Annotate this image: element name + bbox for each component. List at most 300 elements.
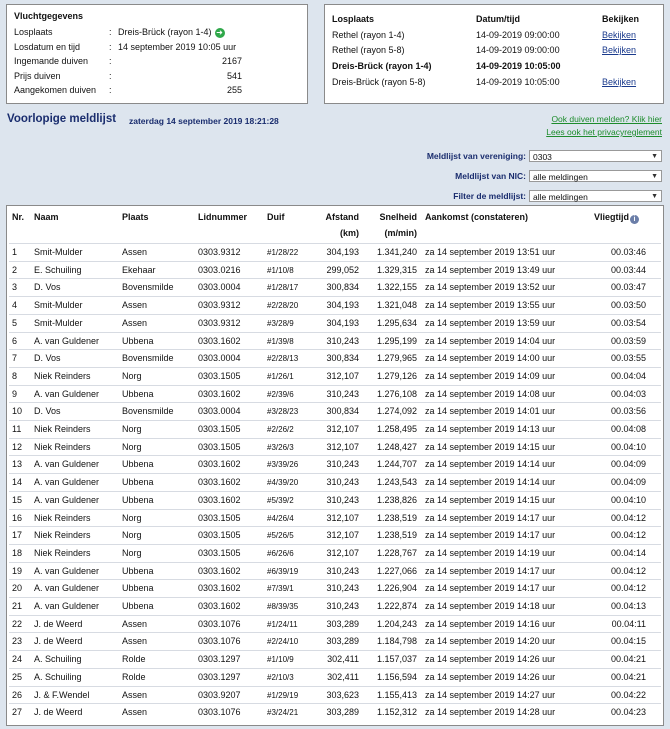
cell-place: Assen — [122, 317, 148, 328]
cell-speed: 1.295,199 — [376, 335, 417, 346]
cell-place: Ubbena — [122, 601, 154, 611]
table-row — [9, 509, 661, 528]
cell-place: Assen — [122, 689, 148, 700]
flight-value-wrap — [118, 26, 225, 39]
view-link[interactable]: Bekijken — [602, 77, 637, 87]
cell-place: Norg — [122, 441, 142, 452]
release-datetime: 14-09-2019 09:00:00 — [476, 30, 560, 40]
cell-speed: 1.321,048 — [376, 300, 417, 311]
header-distance-unit: (km) — [339, 228, 359, 238]
cell-name: A. Schuiling — [34, 671, 82, 682]
cell-speed: 1.244,707 — [376, 459, 417, 470]
cell-name: Smit-Mulder — [34, 247, 83, 257]
cell-arrival: za 14 september 2019 14:17 uur — [425, 530, 556, 541]
release-place: Dreis-Brück (rayon 1-4) — [332, 61, 432, 71]
filter-label: Meldlijst van NIC: — [455, 171, 526, 181]
cell-arrival: za 14 september 2019 14:28 uur — [425, 707, 556, 718]
cell-place: Ubbena — [122, 388, 154, 399]
privacy-link[interactable]: Lees ook het privacyreglement — [546, 127, 662, 137]
cell-flighttime: 00.04:10 — [610, 494, 646, 505]
cell-member: 0303.1505 — [198, 512, 241, 523]
cell-speed: 1.258,495 — [376, 424, 417, 434]
nic-select[interactable] — [529, 170, 662, 182]
cell-name: Niek Reinders — [34, 370, 91, 381]
table-row — [9, 650, 661, 669]
colon: : — [109, 27, 112, 37]
header-name: Naam — [34, 212, 59, 222]
cell-member: 0303.1602 — [198, 388, 241, 399]
table-row — [9, 668, 661, 687]
cell-nr: 19 — [12, 565, 23, 576]
cell-arrival: za 14 september 2019 14:18 uur — [425, 601, 556, 611]
cell-member: 0303.1297 — [198, 654, 241, 665]
cell-pigeon: #5/26/5 — [267, 531, 294, 541]
release-places-panel — [324, 4, 664, 104]
club-select[interactable] — [529, 150, 662, 162]
table-row — [9, 385, 661, 404]
cell-place: Rolde — [122, 671, 146, 682]
cell-speed: 1.238,826 — [376, 494, 417, 505]
cell-nr: 9 — [12, 388, 18, 399]
cell-member: 0303.1602 — [198, 459, 241, 470]
cell-member: 0303.1297 — [198, 671, 241, 682]
colon: : — [109, 42, 112, 52]
cell-member: 0303.1602 — [198, 565, 241, 576]
cell-arrival: za 14 september 2019 14:20 uur — [425, 636, 556, 647]
cell-nr: 7 — [12, 353, 18, 364]
cell-flighttime: 00.04:10 — [610, 441, 646, 452]
cell-arrival: za 14 september 2019 14:16 uur — [425, 618, 556, 629]
flight-label: Losplaats — [14, 27, 53, 37]
cell-arrival: za 14 september 2019 14:17 uur — [425, 565, 556, 576]
cell-arrival: za 14 september 2019 14:13 uur — [425, 424, 556, 434]
cell-pigeon: #3/24/21 — [267, 708, 299, 718]
table-row — [9, 597, 661, 616]
cell-speed: 1.204,243 — [376, 618, 417, 629]
view-link[interactable]: Bekijken — [602, 45, 637, 55]
select-value: alle meldingen — [533, 172, 588, 182]
cell-arrival: za 14 september 2019 14:26 uur — [425, 654, 556, 665]
cell-nr: 22 — [12, 618, 23, 629]
cell-nr: 13 — [12, 459, 23, 470]
table-row — [9, 349, 661, 368]
cell-name: A. van Guldener — [34, 583, 100, 594]
cell-place: Bovensmilde — [122, 406, 174, 417]
go-arrow-icon[interactable]: ➜ — [216, 27, 223, 37]
header-arrival: Aankomst (constateren) — [425, 212, 529, 222]
cell-speed: 1.156,594 — [376, 671, 417, 682]
cell-speed: 1.341,240 — [376, 247, 417, 257]
release-datetime: 14-09-2019 09:00:00 — [476, 45, 560, 55]
header-place: Plaats — [122, 212, 149, 222]
cell-pigeon: #1/28/22 — [267, 248, 299, 257]
table-row — [9, 367, 661, 386]
cell-nr: 16 — [12, 512, 23, 523]
cell-arrival: za 14 september 2019 13:52 uur — [425, 282, 556, 293]
cell-distance: 303,289 — [326, 707, 359, 718]
cell-place: Ubbena — [122, 583, 154, 594]
cell-flighttime: 00.04:12 — [610, 512, 646, 523]
cell-distance: 312,107 — [326, 530, 359, 541]
colon: : — [109, 56, 112, 66]
cell-speed: 1.295,634 — [376, 317, 417, 328]
cell-name: D. Vos — [34, 353, 61, 364]
cell-place: Assen — [122, 618, 148, 629]
cell-pigeon: #2/39/6 — [267, 389, 294, 399]
cell-place: Ubbena — [122, 565, 154, 576]
cell-speed: 1.322,155 — [376, 282, 417, 293]
cell-nr: 5 — [12, 317, 18, 328]
cell-pigeon: #6/26/6 — [267, 548, 294, 558]
table-row — [9, 332, 661, 351]
cell-name: Niek Reinders — [34, 441, 91, 452]
cell-name: Smit-Mulder — [34, 300, 83, 311]
cell-distance: 312,107 — [326, 424, 359, 434]
chevron-down-icon: ▼ — [651, 173, 658, 180]
cell-distance: 304,193 — [326, 300, 359, 311]
header-pigeon: Duif — [267, 212, 285, 222]
cell-distance: 299,052 — [326, 264, 359, 275]
flight-label: Prijs duiven — [14, 71, 61, 81]
cell-distance: 310,243 — [326, 565, 359, 576]
chevron-down-icon: ▼ — [651, 153, 658, 160]
cell-name: A. van Guldener — [34, 565, 100, 576]
cell-member: 0303.1505 — [198, 547, 241, 558]
cell-arrival: za 14 september 2019 13:49 uur — [425, 264, 556, 275]
cell-pigeon: #1/39/8 — [267, 336, 294, 346]
cell-name: Niek Reinders — [34, 530, 91, 541]
table-row — [9, 438, 661, 457]
cell-name: A. van Guldener — [34, 335, 100, 346]
cell-place: Norg — [122, 547, 142, 558]
cell-speed: 1.157,037 — [376, 654, 417, 665]
cell-member: 0303.1602 — [198, 494, 241, 505]
cell-name: A. van Guldener — [34, 388, 100, 399]
cell-flighttime: 00.04:11 — [611, 618, 646, 629]
cell-arrival: za 14 september 2019 14:04 uur — [425, 335, 556, 346]
cell-flighttime: 00.04:21 — [610, 671, 646, 682]
cell-pigeon: #3/28/9 — [267, 318, 294, 328]
cell-speed: 1.226,904 — [376, 583, 417, 594]
page-title: Voorlopige meldlijst — [7, 113, 117, 125]
cell-place: Ekehaar — [122, 264, 156, 275]
cell-name: A. van Guldener — [34, 477, 100, 488]
cell-name: A. van Guldener — [34, 494, 100, 505]
cell-arrival: za 14 september 2019 13:51 uur — [425, 247, 556, 257]
colon: : — [109, 71, 112, 81]
header-member: Lidnummer — [198, 212, 248, 222]
cell-place: Ubbena — [122, 335, 154, 346]
header-speed: Snelheid — [379, 212, 417, 222]
cell-arrival: za 14 september 2019 14:08 uur — [425, 388, 556, 399]
cell-place: Ubbena — [122, 494, 154, 505]
cell-distance: 310,243 — [326, 477, 359, 488]
cell-speed: 1.329,315 — [376, 264, 417, 275]
cell-place: Rolde — [122, 654, 146, 665]
cell-place: Norg — [122, 424, 142, 434]
cell-pigeon: #3/26/3 — [267, 442, 294, 452]
cell-pigeon: #1/29/19 — [267, 690, 299, 700]
cell-flighttime: 00.04:04 — [610, 370, 646, 381]
cell-arrival: za 14 september 2019 14:14 uur — [425, 477, 556, 488]
cell-speed: 1.274,092 — [376, 406, 417, 417]
colon: : — [109, 85, 112, 95]
cell-distance: 303,623 — [326, 689, 359, 700]
cell-nr: 18 — [12, 547, 23, 558]
cell-pigeon: #3/39/26 — [267, 460, 299, 470]
report-pigeons-link[interactable]: Ook duiven melden? Klik hier — [551, 114, 662, 124]
cell-member: 0303.1505 — [198, 424, 241, 434]
cell-distance: 310,243 — [326, 583, 359, 594]
cell-speed: 1.152,312 — [376, 707, 417, 718]
cell-name: J. de Weerd — [34, 707, 83, 718]
cell-name: Smit-Mulder — [34, 317, 83, 328]
cell-arrival: za 14 september 2019 14:15 uur — [425, 441, 556, 452]
table-row — [9, 261, 661, 280]
cell-distance: 312,107 — [326, 441, 359, 452]
cell-distance: 312,107 — [326, 547, 359, 558]
cell-pigeon: #2/26/2 — [267, 425, 294, 434]
cell-flighttime: 00.04:03 — [610, 388, 646, 399]
cell-speed: 1.279,126 — [376, 370, 417, 381]
table-row — [9, 686, 661, 705]
release-header-view: Bekijken — [602, 14, 640, 24]
cell-pigeon: #2/28/13 — [267, 354, 299, 364]
cell-distance: 304,193 — [326, 247, 359, 257]
table-row — [9, 632, 661, 651]
flight-value: Dreis-Brück (rayon 1-4) — [118, 27, 212, 37]
cell-member: 0303.1076 — [198, 707, 241, 718]
cell-pigeon: #1/10/8 — [267, 265, 294, 275]
table-row — [9, 243, 661, 262]
cell-distance: 302,411 — [327, 654, 359, 665]
table-row — [9, 278, 661, 297]
cell-arrival: za 14 september 2019 14:17 uur — [425, 512, 556, 523]
filter-nic — [392, 170, 662, 183]
cell-name: D. Vos — [34, 406, 61, 417]
cell-speed: 1.243,543 — [376, 477, 417, 488]
cell-member: 0303.0004 — [198, 353, 241, 364]
cell-nr: 26 — [12, 689, 23, 700]
table-row — [9, 491, 661, 510]
cell-flighttime: 00.03:59 — [610, 335, 646, 346]
cell-distance: 310,243 — [326, 459, 359, 470]
cell-flighttime: 00.04:23 — [610, 707, 646, 718]
cell-pigeon: #4/39/20 — [267, 478, 299, 488]
cell-speed: 1.155,413 — [376, 689, 417, 700]
cell-arrival: za 14 september 2019 14:19 uur — [425, 547, 556, 558]
cell-speed: 1.184,798 — [376, 636, 417, 647]
flight-info-panel — [6, 4, 308, 104]
list-filter-select[interactable] — [529, 190, 662, 202]
results-table — [6, 205, 664, 726]
release-datetime: 14-09-2019 10:05:00 — [476, 77, 560, 87]
cell-name: A. van Guldener — [34, 459, 100, 470]
table-row — [9, 703, 661, 722]
cell-member: 0303.9207 — [198, 689, 241, 700]
cell-arrival: za 14 september 2019 13:55 uur — [425, 300, 556, 311]
cell-name: Niek Reinders — [34, 424, 91, 434]
cell-nr: 12 — [12, 441, 23, 452]
cell-pigeon: #7/39/1 — [267, 584, 294, 594]
cell-distance: 300,834 — [326, 406, 359, 417]
cell-pigeon: #1/26/1 — [267, 371, 294, 381]
table-row — [9, 402, 661, 421]
cell-speed: 1.238,519 — [376, 512, 417, 523]
filter-label: Filter de meldlijst: — [453, 191, 526, 201]
cell-flighttime: 00.04:12 — [610, 530, 646, 541]
cell-place: Ubbena — [122, 459, 154, 470]
flight-value: 14 september 2019 10:05 uur — [118, 42, 237, 52]
release-place: Dreis-Brück (rayon 5-8) — [332, 77, 426, 87]
cell-flighttime: 00.03:47 — [610, 282, 646, 293]
cell-nr: 10 — [12, 406, 23, 417]
cell-flighttime: 00.04:22 — [610, 689, 646, 700]
cell-nr: 8 — [12, 370, 18, 381]
cell-distance: 310,243 — [326, 601, 359, 611]
cell-member: 0303.1505 — [198, 441, 241, 452]
cell-pigeon: #1/10/9 — [267, 655, 294, 665]
table-row — [9, 562, 661, 581]
cell-member: 0303.1505 — [198, 370, 241, 381]
cell-speed: 1.228,767 — [376, 547, 417, 558]
info-icon[interactable]: i — [630, 215, 639, 224]
cell-nr: 6 — [12, 335, 18, 346]
page-subtitle: zaterdag 14 september 2019 18:21:28 — [129, 116, 279, 126]
cell-flighttime: 00.03:56 — [610, 406, 646, 417]
cell-place: Assen — [122, 636, 148, 647]
release-header-datetime: Datum/tijd — [476, 14, 520, 24]
cell-arrival: za 14 september 2019 14:27 uur — [425, 689, 556, 700]
flight-label: Losdatum en tijd — [14, 42, 81, 52]
cell-arrival: za 14 september 2019 14:15 uur — [425, 494, 556, 505]
cell-member: 0303.1602 — [198, 583, 241, 594]
cell-nr: 14 — [12, 477, 23, 488]
cell-distance: 310,243 — [326, 388, 359, 399]
table-row — [9, 544, 661, 563]
cell-place: Assen — [122, 247, 148, 257]
cell-nr: 25 — [12, 671, 23, 682]
cell-nr: 1 — [12, 247, 18, 257]
cell-flighttime: 00.04:13 — [610, 601, 646, 611]
select-value: 0303 — [533, 152, 552, 162]
header-distance: Afstand — [325, 212, 359, 222]
release-datetime: 14-09-2019 10:05:00 — [476, 61, 561, 71]
chevron-down-icon: ▼ — [651, 193, 658, 200]
cell-arrival: za 14 september 2019 13:59 uur — [425, 317, 556, 328]
cell-name: J. de Weerd — [34, 618, 83, 629]
cell-nr: 17 — [12, 530, 23, 541]
cell-speed: 1.248,427 — [376, 441, 417, 452]
cell-flighttime: 00.04:09 — [610, 477, 646, 488]
cell-member: 0303.1602 — [198, 601, 241, 611]
cell-member: 0303.1602 — [198, 335, 241, 346]
table-row — [9, 526, 661, 545]
cell-pigeon: #1/28/17 — [267, 283, 299, 293]
cell-speed: 1.222,874 — [376, 601, 417, 611]
cell-nr: 20 — [12, 583, 23, 594]
cell-member: 0303.9312 — [198, 317, 241, 328]
select-value: alle meldingen — [533, 192, 588, 202]
flight-label: Ingemande duiven — [14, 56, 89, 66]
release-header-place: Losplaats — [332, 14, 375, 24]
cell-place: Ubbena — [122, 477, 154, 488]
cell-pigeon: #5/39/2 — [267, 495, 294, 505]
cell-speed: 1.227,066 — [376, 565, 417, 576]
cell-flighttime: 00.04:08 — [610, 424, 646, 434]
cell-nr: 27 — [12, 707, 23, 718]
cell-flighttime: 00.03:54 — [610, 317, 646, 328]
cell-distance: 310,243 — [326, 494, 359, 505]
header-speed-unit: (m/min) — [384, 228, 417, 238]
cell-member: 0303.0216 — [198, 264, 241, 275]
table-row — [9, 420, 661, 439]
cell-name: Niek Reinders — [34, 547, 91, 558]
cell-distance: 302,411 — [327, 671, 359, 682]
cell-distance: 312,107 — [326, 370, 359, 381]
cell-nr: 11 — [12, 424, 22, 434]
view-link[interactable]: Bekijken — [602, 30, 637, 40]
cell-nr: 24 — [12, 654, 23, 665]
cell-name: A. Schuiling — [34, 654, 82, 665]
cell-flighttime: 00.03:46 — [610, 247, 646, 257]
flight-label: Aangekomen duiven — [14, 85, 97, 95]
cell-place: Norg — [122, 512, 142, 523]
cell-arrival: za 14 september 2019 14:09 uur — [425, 370, 556, 381]
cell-speed: 1.279,965 — [376, 353, 417, 364]
cell-flighttime: 00.04:12 — [610, 583, 646, 594]
flight-value: 255 — [226, 85, 242, 95]
cell-member: 0303.1505 — [198, 530, 241, 541]
cell-name: A. van Guldener — [34, 601, 100, 611]
cell-nr: 2 — [12, 264, 18, 275]
cell-place: Bovensmilde — [122, 353, 174, 364]
cell-pigeon: #2/28/20 — [267, 301, 299, 311]
cell-distance: 310,243 — [326, 335, 359, 346]
cell-nr: 4 — [12, 300, 18, 311]
cell-place: Norg — [122, 370, 142, 381]
cell-pigeon: #1/24/11 — [267, 619, 298, 629]
flight-info-heading: Vluchtgegevens — [14, 11, 84, 21]
cell-member: 0303.9312 — [198, 247, 241, 257]
cell-nr: 3 — [12, 282, 18, 293]
release-place: Rethel (rayon 5-8) — [332, 45, 405, 55]
flight-value: 541 — [226, 71, 242, 81]
cell-nr: 15 — [12, 494, 23, 505]
cell-distance: 312,107 — [326, 512, 359, 523]
header-flighttime: Vliegtijd — [594, 212, 630, 222]
cell-pigeon: #8/39/35 — [267, 602, 299, 611]
filter-list — [392, 190, 662, 203]
cell-pigeon: #4/26/4 — [267, 513, 294, 523]
cell-name: J. de Weerd — [34, 636, 83, 647]
cell-name: E. Schuiling — [34, 264, 82, 275]
cell-pigeon: #2/24/10 — [267, 637, 299, 647]
cell-arrival: za 14 september 2019 14:00 uur — [425, 353, 556, 364]
cell-arrival: za 14 september 2019 14:26 uur — [425, 671, 556, 682]
cell-speed: 1.276,108 — [376, 388, 417, 399]
cell-flighttime: 00.04:21 — [610, 654, 646, 665]
flight-value: 2167 — [221, 56, 242, 66]
cell-place: Norg — [122, 530, 142, 541]
cell-flighttime: 00.04:12 — [610, 565, 646, 576]
cell-member: 0303.0004 — [198, 282, 241, 293]
cell-flighttime: 00.03:55 — [610, 353, 646, 364]
cell-arrival: za 14 september 2019 14:01 uur — [425, 406, 556, 417]
filter-label: Meldlijst van vereniging: — [426, 151, 526, 161]
release-place: Rethel (rayon 1-4) — [332, 30, 405, 40]
cell-member: 0303.1076 — [198, 618, 241, 629]
